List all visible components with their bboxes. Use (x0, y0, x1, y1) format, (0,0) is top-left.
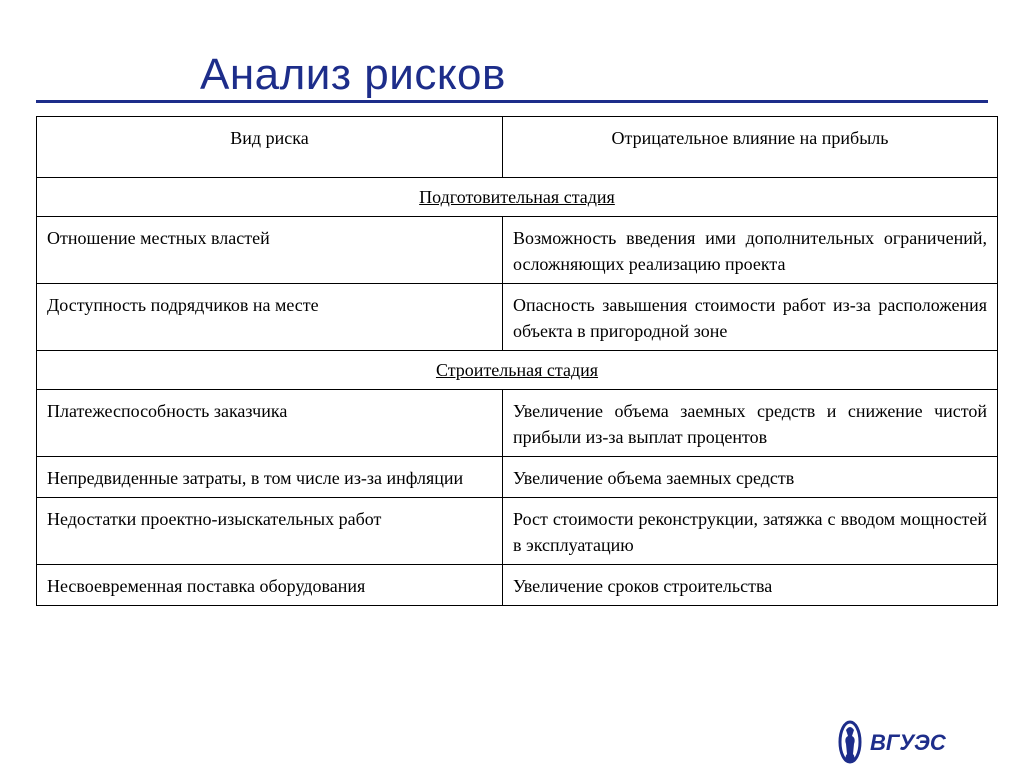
risk-cell: Недостатки проектно-изыскательных работ (37, 498, 503, 565)
table-header-row (37, 117, 998, 178)
header-risk-type: Вид риска (37, 117, 503, 178)
risk-cell: Несвоевременная поставка оборудования (37, 565, 503, 606)
risk-analysis-table (36, 116, 998, 606)
effect-cell: Опасность завышения стоимости работ из-за расположения объекта в пригородной зоне (503, 284, 998, 351)
table-row (37, 217, 998, 284)
effect-cell: Увеличение объема заемных средств (503, 457, 998, 498)
risk-cell: Отношение местных властей (37, 217, 503, 284)
table-row (37, 457, 998, 498)
table-row (37, 390, 998, 457)
header-negative-effect: Отрицательное влияние на прибыль (503, 117, 998, 178)
vguesi-logo (836, 716, 970, 766)
stage-row-construction (37, 351, 998, 390)
table-row (37, 284, 998, 351)
stage-row-preparatory (37, 178, 998, 217)
logo-emblem-icon (840, 722, 860, 762)
title-underline (36, 100, 988, 103)
risk-cell: Непредвиденные затраты, в том числе из-за инфляции (37, 457, 503, 498)
risk-cell: Доступность подрядчиков на месте (37, 284, 503, 351)
stage-label: Подготовительная стадия (419, 187, 615, 207)
effect-cell: Увеличение сроков строительства (503, 565, 998, 606)
effect-cell: Возможность введения ими дополнительных ограничений, осложняющих реализацию проекта (503, 217, 998, 284)
logo-text: ВГУЭС (870, 730, 946, 755)
effect-cell: Рост стоимости реконструкции, затяжка с вводом мощностей в эксплуатацию (503, 498, 998, 565)
effect-cell: Увеличение объема заемных средств и снижение чистой прибыли из-за выплат процентов (503, 390, 998, 457)
table-row (37, 498, 998, 565)
risk-cell: Платежеспособность заказчика (37, 390, 503, 457)
table-row (37, 565, 998, 606)
slide-title: Анализ рисков (200, 50, 506, 99)
stage-label: Строительная стадия (435, 360, 599, 380)
